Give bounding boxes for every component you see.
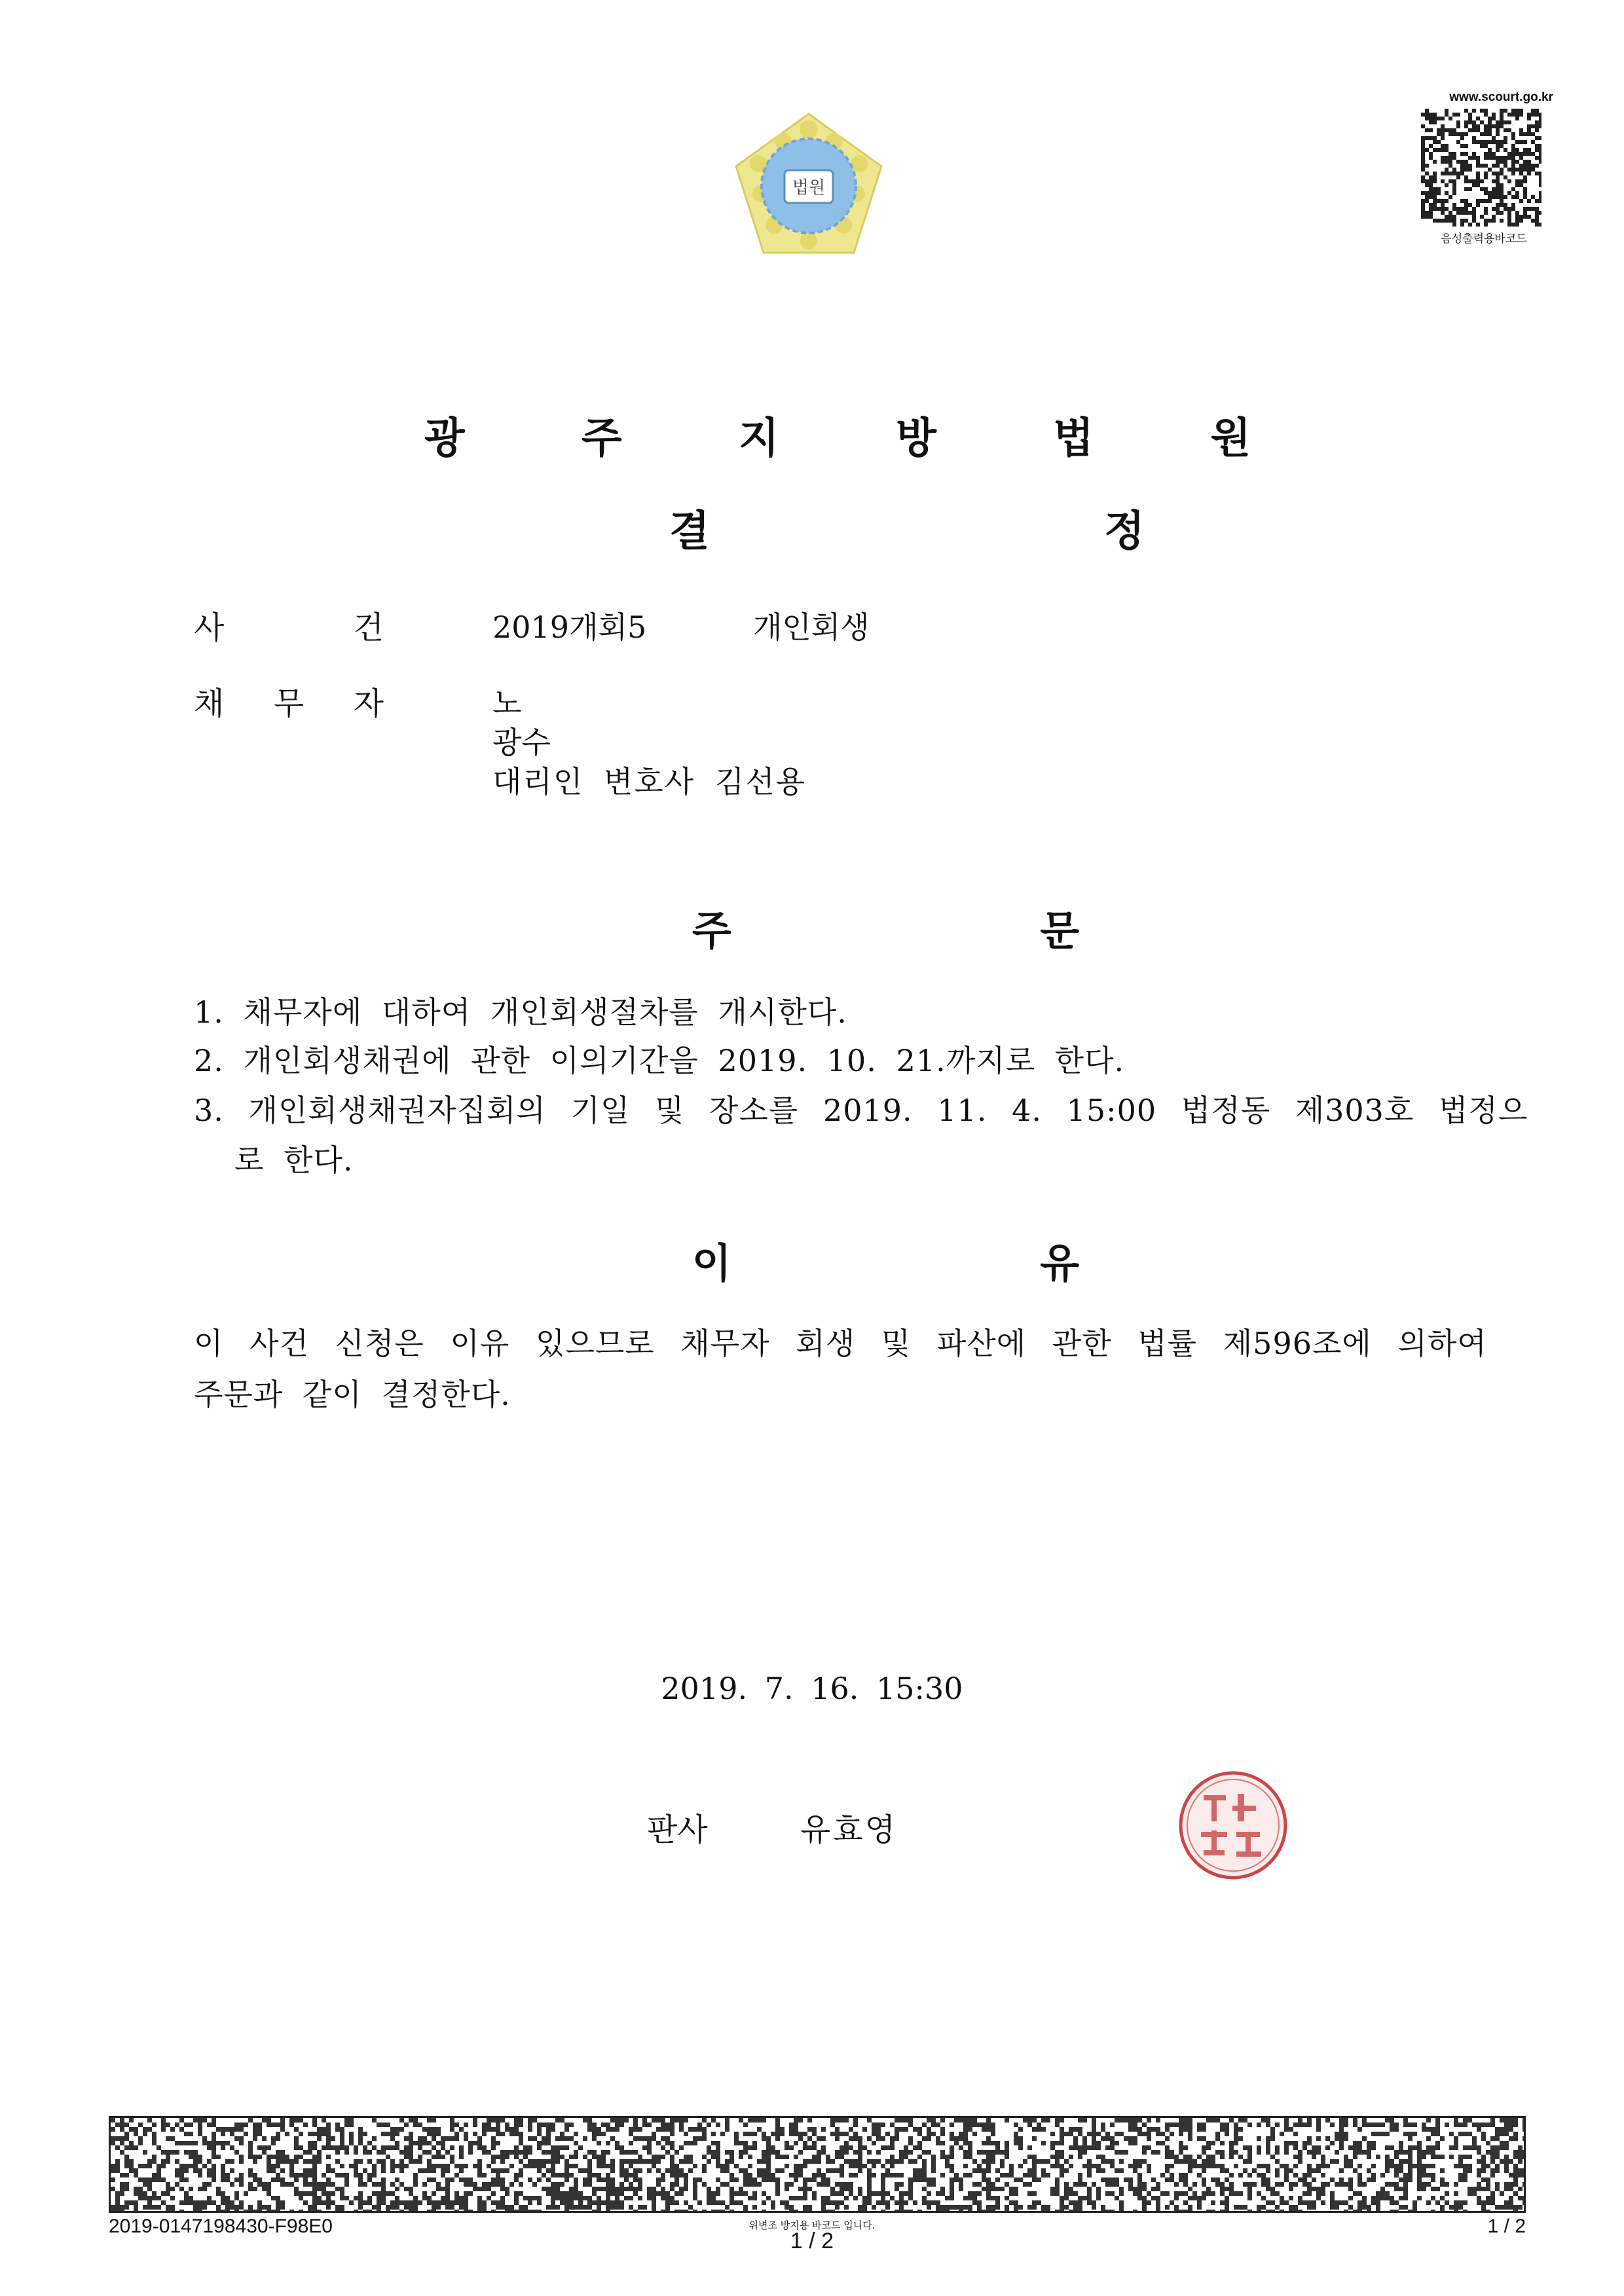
document-title: 결 정	[669, 507, 1335, 556]
case-number: 2019개회5	[492, 610, 647, 645]
debtor-label-char: 자	[353, 685, 384, 722]
debtor-label-char: 채	[194, 685, 225, 722]
court-name: 광 주 지 방 법 원	[424, 414, 1302, 463]
order-line: 로 한다.	[234, 1142, 354, 1178]
qr-caption: 음성출력용바코드	[1441, 232, 1527, 246]
debtor-label	[194, 678, 384, 723]
case-label-char: 건	[353, 610, 384, 646]
order-line: 1. 채무자에 대하여 개인회생절차를 개시한다.	[194, 994, 847, 1030]
order-heading: 주 문	[692, 907, 1227, 955]
reason-line: 주문과 같이 결정한다.	[194, 1377, 511, 1412]
qr-code-icon	[1421, 109, 1541, 227]
court-emblem-icon	[732, 110, 885, 257]
judge-seal-icon	[1177, 1768, 1289, 1883]
debtor-address: 광수	[492, 725, 551, 760]
page-number-center: 1 / 2	[790, 2229, 834, 2253]
order-line: 2. 개인회생채권에 관한 이의기간을 2019. 10. 21.까지로 한다.	[194, 1043, 1125, 1078]
page-number: 1 / 2	[1487, 2215, 1526, 2237]
case-label	[194, 602, 384, 647]
debtor-label-char: 무	[273, 685, 304, 722]
case-type: 개인회생	[753, 610, 870, 645]
decision-date: 2019. 7. 16. 15:30	[661, 1671, 963, 1706]
order-line: 3. 개인회생채권자집회의 기일 및 장소를 2019. 11. 4. 15:00 법정동 제303호 법정으	[194, 1093, 1528, 1128]
judge-title: 판사	[647, 1812, 708, 1848]
qr-url: www.scourt.go.kr	[1449, 90, 1553, 104]
reason-heading: 이 유	[692, 1239, 1227, 1287]
document-code: 2019-0147198430-F98E0	[109, 2215, 333, 2237]
barcode-note: 위변조 방지용 바코드 입니다.	[748, 2219, 876, 2231]
debtor-agent: 대리인 변호사 김선용	[492, 764, 807, 799]
reason-line: 이 사건 신청은 이유 있으므로 채무자 회생 및 파산에 관한 법률 제596조에 의하여	[194, 1326, 1487, 1361]
anti-forgery-barcode	[109, 2116, 1526, 2213]
debtor-name: 노	[492, 685, 522, 721]
case-label-char: 사	[194, 610, 225, 646]
emblem-text: 법원	[792, 178, 826, 198]
judge-name: 유효영	[800, 1812, 898, 1848]
